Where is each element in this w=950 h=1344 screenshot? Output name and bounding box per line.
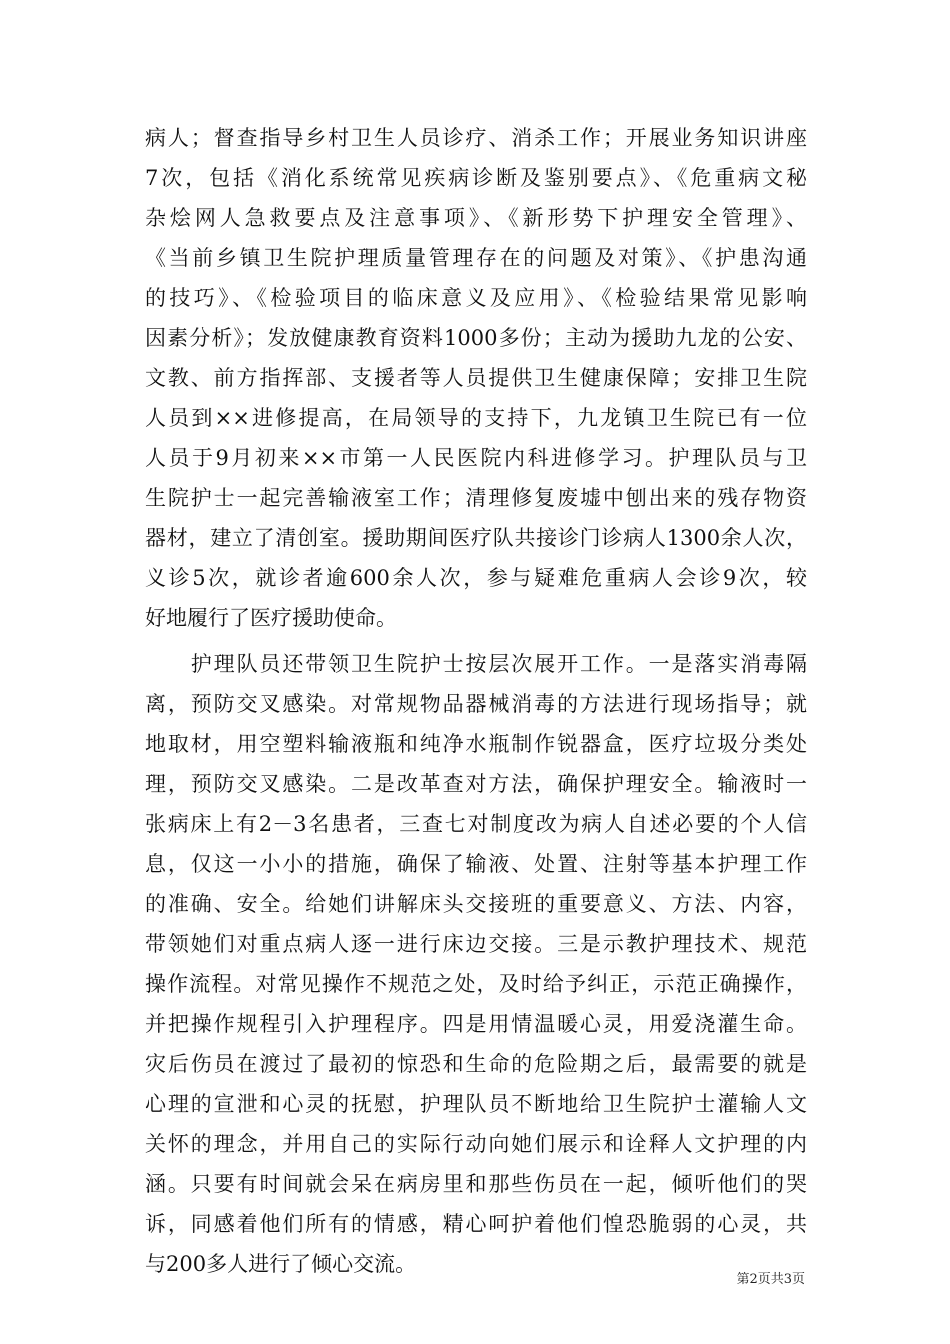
text-line: 地取材，用空塑料输液瓶和纯净水瓶制作锐器盒，医疗垃圾分类处 [145,732,807,756]
text-line: 7次，包括《消化系统常见疾病诊断及鉴别要点》、《危重病文秘 [145,166,807,190]
text-line: 与200多人进行了倾心交流。 [145,1252,417,1276]
text-line: 的准确、安全。给她们讲解床头交接班的重要意义、方法、内容， [145,892,807,916]
text-line: 心理的宣泄和心灵的抚慰，护理队员不断地给卫生院护士灌输人文 [145,1092,807,1116]
text-line: 器材，建立了清创室。援助期间医疗队共接诊门诊病人1300余人次， [145,526,807,550]
text-line: 《当前乡镇卫生院护理质量管理存在的问题及对策》、《护患沟通 [145,246,807,270]
paragraph-1 [145,118,807,638]
text-line: 的技巧》、《检验项目的临床意义及应用》、《检验结果常见影响 [145,286,807,310]
text-line: 好地履行了医疗援助使命。 [145,606,397,630]
text-line: 灾后伤员在渡过了最初的惊恐和生命的危险期之后，最需要的就是 [145,1052,807,1076]
text-line: 离，预防交叉感染。对常规物品器械消毒的方法进行现场指导；就 [145,692,807,716]
text-line: 并把操作规程引入护理程序。四是用情温暖心灵，用爱浇灌生命。 [145,1012,807,1036]
text-line: 操作流程。对常见操作不规范之处，及时给予纠正，示范正确操作， [145,972,807,996]
text-line: 带领她们对重点病人逐一进行床边交接。三是示教护理技术、规范 [145,932,807,956]
text-line: 涵。只要有时间就会呆在病房里和那些伤员在一起，倾听他们的哭 [145,1172,807,1196]
text-line: 息，仅这一小小的措施，确保了输液、处置、注射等基本护理工作 [145,852,807,876]
text-line: 生院护士一起完善输液室工作；清理修复废墟中刨出来的残存物资 [145,486,807,510]
text-line: 义诊5次，就诊者逾600余人次，参与疑难危重病人会诊9次，较 [145,566,807,590]
text-line: 病人；督查指导乡村卫生人员诊疗、消杀工作；开展业务知识讲座 [145,126,807,150]
text-line: 人员于9月初来××市第一人民医院内科进修学习。护理队员与卫 [145,446,807,470]
text-line: 诉，同感着他们所有的情感，精心呵护着他们惶恐脆弱的心灵，共 [145,1212,807,1236]
paragraph-2 [145,644,807,1284]
text-line: 张病床上有2－3名患者，三查七对制度改为病人自述必要的个人信 [145,812,807,836]
text-line: 文教、前方指挥部、支援者等人员提供卫生健康保障；安排卫生院 [145,366,807,390]
text-line: 因素分析》；发放健康教育资料1000多份；主动为援助九龙的公安、 [145,326,807,350]
text-line: 理，预防交叉感染。二是改革查对方法，确保护理安全。输液时一 [145,772,807,796]
text-line: 人员到××进修提高，在局领导的支持下，九龙镇卫生院已有一位 [145,406,807,430]
text-line: 护理队员还带领卫生院护士按层次展开工作。一是落实消毒隔 [145,652,807,676]
page-number: 第2页共3页 [736,1272,805,1287]
text-line: 杂烩网人急救要点及注意事项》、《新形势下护理安全管理》、 [145,206,807,230]
body-text [145,118,807,1284]
text-line: 关怀的理念，并用自己的实际行动向她们展示和诠释人文护理的内 [145,1132,807,1156]
